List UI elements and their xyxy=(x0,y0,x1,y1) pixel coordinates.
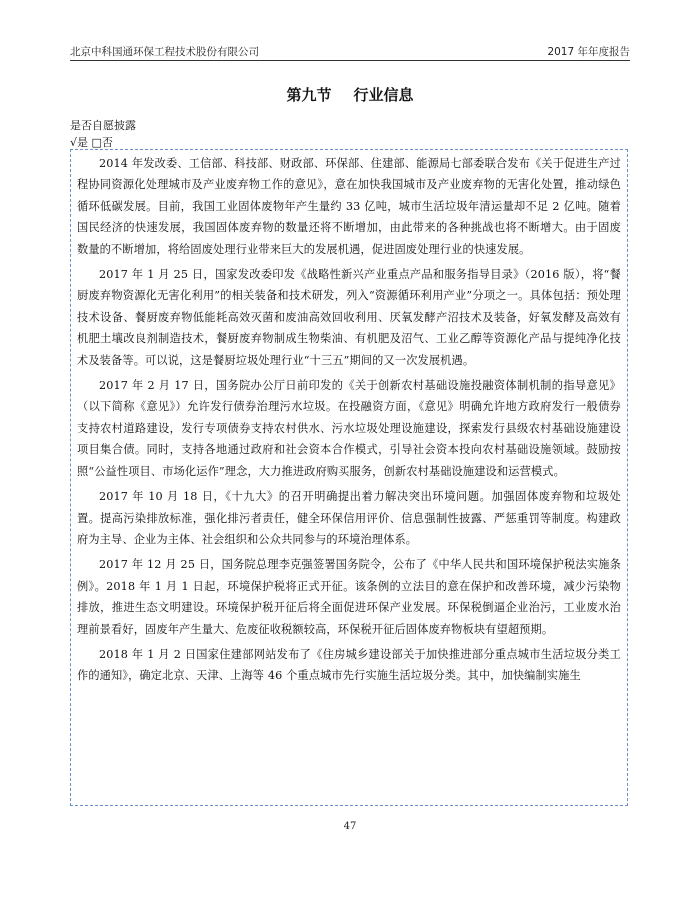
paragraph: 2017 年 2 月 17 日，国务院办公厅日前印发的《关于创新农村基础设施投融资体制机制的指导意见》（以下简称《意见》）允许发行债券治理污水垃圾。在投融资方面，《意见》明确允许地方政府发行一般债券支持农村道路建设，发行专项债券支持农村供水、污水垃圾处理设施建设，探索发行县级农村基础设施建设项目集合债。同时，支持各地通过政府和社会资本合作模式，引导社会资本投向农村基础设施领域。鼓励按照“公益性项目、市场化运作”理念，大力推进政府购买服务，创新农村基础设施建设和运营模式。 xyxy=(77,379,621,478)
section-number: 第九节 xyxy=(286,86,332,104)
paragraph: 2017 年 12 月 25 日，国务院总理李克强签署国务院令，公布了《中华人民共和国环境保护税法实施条例》。2018 年 1 月 1 日起，环境保护税将正式开征。该条例的立法目的意在保护和改善环境，减少污染物排放，推进生态文明建设。环境保护税开征后将全面促进环保产业发展。环保税倒逼企业治污，工业废水治理前景看好，固废年产生量大、危废征收税额较高，环保税开征后固体废弃物板块有望超预期。 xyxy=(77,558,621,636)
header-divider xyxy=(70,60,630,61)
disclosure-choice: √是 □否 xyxy=(70,136,113,149)
page-number: 47 xyxy=(343,821,357,832)
company-name: 北京中科国通环保工程技术股份有限公司 xyxy=(70,46,259,58)
section-heading xyxy=(70,84,630,105)
industry-info-textbox xyxy=(70,149,628,806)
paragraph: 2017 年 10 月 18 日，《十九大》的召开明确提出着力解决突出环境问题。加强固体废弃物和垃圾处置。提高污染排放标准，强化排污者责任，健全环保信用评价、信息强制性披露、严惩重罚等制度。构建政府为主导、企业为主体、社会组织和公众共同参与的环境治理体系。 xyxy=(77,490,621,546)
paragraph: 2014 年发改委、工信部、科技部、财政部、环保部、住建部、能源局七部委联合发布《关于促进生产过程协同资源化处理城市及产业废弃物工作的意见》，意在加快我国城市及产业废弃物的无害化处置，推动绿色循环低碳发展。目前，我国工业固体废物年产生量约 33 亿吨，城市生活垃圾年清运量却不足 2 亿吨。随着国民经济的快速发展，我国固体废弃物的数量还将不断增加，由此带来的各种挑战也将不断增大。由于固废数量的不断增加，将给固废处理行业带来巨大的发展机遇，促进固废处理行业的快速发展。 xyxy=(77,157,621,256)
section-title: 行业信息 xyxy=(353,86,414,104)
paragraph: 2018 年 1 月 2 日国家住建部网站发布了《住房城乡建设部关于加快推进部分重点城市生活垃圾分类工作的通知》，确定北京、天津、上海等 46 个重点城市先行实施生活垃圾分类。其中，加快编制实施生 xyxy=(77,647,621,683)
disclosure-label: 是否自愿披露 xyxy=(70,119,136,132)
report-title: 2017 年年度报告 xyxy=(547,46,630,58)
paragraph: 2017 年 1 月 25 日，国家发改委印发《战略性新兴产业重点产品和服务指导目录》（2016 版），将“餐厨废弃物资源化无害化利用”的相关装备和技术研发，列入“资源循环利用产业”分项之一。具体包括：预处理技术设备、餐厨废弃物低能耗高效灭菌和废油高效回收利用、厌氧发酵产沼技术及装备，好氧发酵及高效有机肥土壤改良剂制造技术，餐厨废弃物制成生物柴油、有机肥及沼气、工业乙醇等资源化产品与提纯净化技术及装备等。可以说，这是餐厨垃圾处理行业“十三五”期间的又一次发展机遇。 xyxy=(77,268,621,367)
page-header xyxy=(70,44,630,60)
